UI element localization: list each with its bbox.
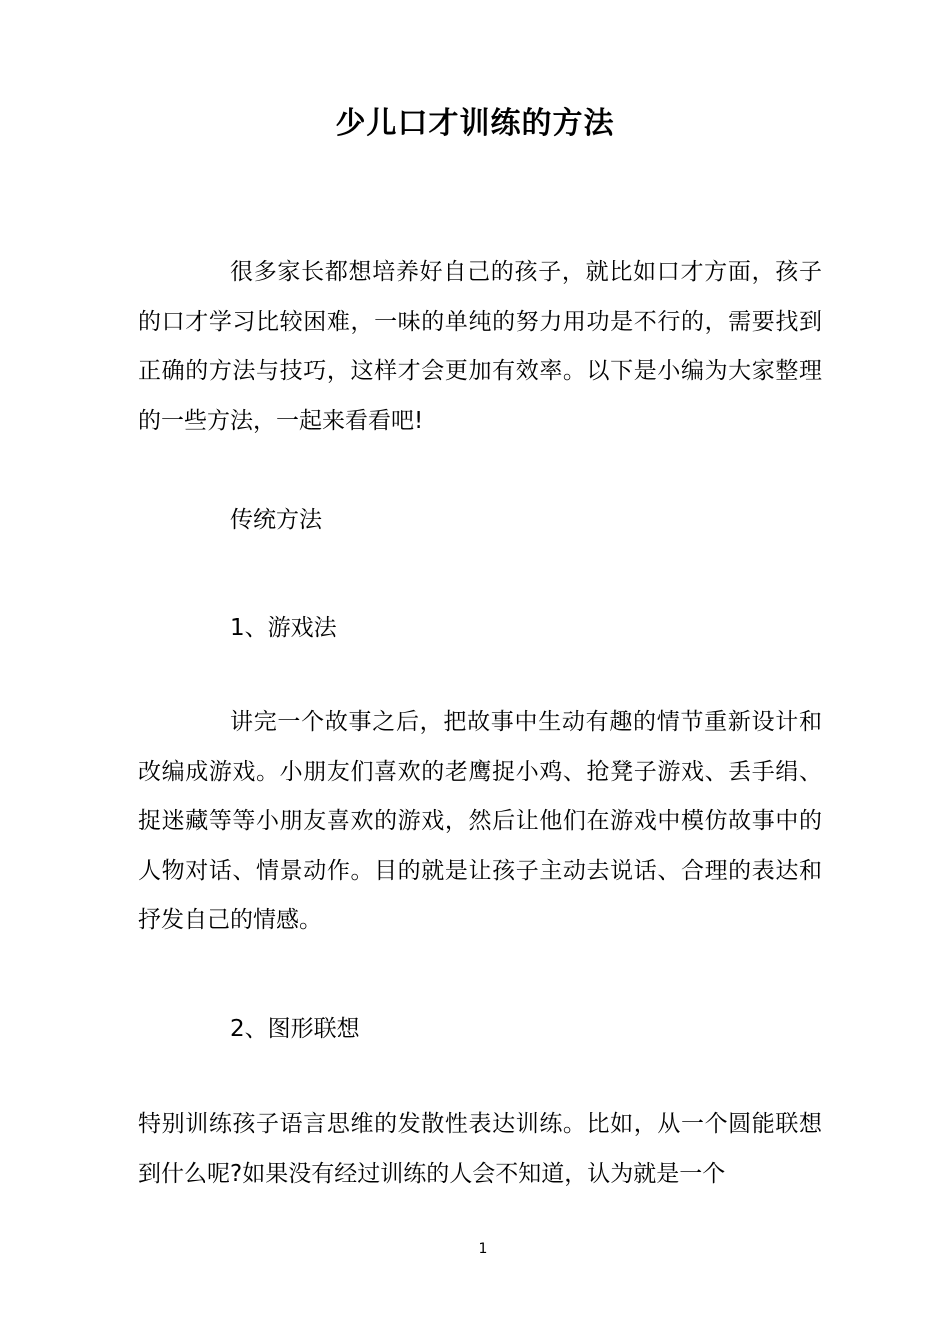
item2-paragraph: 特别训练孩子语言思维的发散性表达训练。比如，从一个圆能联想到什么呢?如果没有经过训练的人会不知道，认为就是一个 (138, 1111, 822, 1187)
section-heading: 传统方法 (230, 507, 322, 533)
intro-paragraph: 很多家长都想培养好自己的孩子，就比如口才方面，孩子的口才学习比较困难，一味的单纯的努力用功是不行的，需要找到正确的方法与技巧，这样才会更加有效率。以下是小编为大家整理的一些方法，一起来看看吧! (138, 259, 822, 434)
item1-paragraph: 讲完一个故事之后，把故事中生动有趣的情节重新设计和改编成游戏。小朋友们喜欢的老鹰捉小鸡、抢凳子游戏、丢手绢、捉迷藏等等小朋友喜欢的游戏，然后让他们在游戏中模仿故事中的人物对话、情景动作。目的就是让孩子主动去说话、合理的表达和抒发自己的情感。 (138, 709, 822, 933)
page-number: 1 (478, 1241, 488, 1257)
item1-heading: 1、游戏法 (230, 615, 337, 641)
item2-heading: 2、图形联想 (230, 1016, 360, 1042)
document-title: 少儿口才训练的方法 (335, 106, 615, 141)
